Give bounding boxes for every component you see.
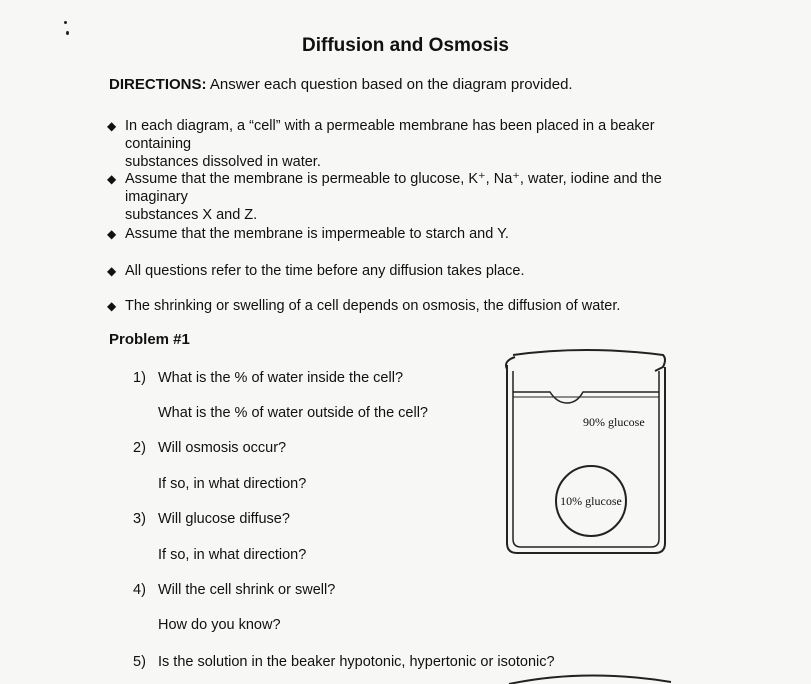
bullet-item — [107, 297, 697, 315]
question-5 — [133, 654, 555, 670]
question-text: What is the % of water inside the cell? — [158, 370, 404, 386]
diamond-bullet-icon: ◆ — [107, 119, 117, 133]
directions — [109, 76, 573, 93]
diamond-bullet-icon: ◆ — [107, 264, 117, 278]
question-3-sub: If so, in what direction? — [158, 547, 307, 563]
question-number: 1) — [133, 370, 146, 386]
bullet-item — [107, 225, 697, 243]
beaker-outer-wall — [507, 365, 665, 553]
directions-label: DIRECTIONS: — [109, 76, 207, 93]
bullet-text: substances X and Z. — [125, 207, 258, 223]
bullet-text: In each diagram, a “cell” with a permeable membrane has been placed in a beaker containing — [125, 118, 655, 152]
question-3 — [133, 511, 290, 527]
beaker-diagram — [495, 345, 675, 557]
bullet-text: Assume that the membrane is permeable to glucose, K⁺, Na⁺, water, iodine and the imaginary — [125, 171, 662, 205]
bullet-text: substances dissolved in water. — [125, 154, 321, 170]
next-beaker-rim — [505, 668, 675, 684]
problem-heading: Problem #1 — [109, 331, 190, 348]
page-title: Diffusion and Osmosis — [302, 35, 509, 56]
bullet-item — [107, 117, 697, 171]
bullet-item — [107, 262, 697, 280]
scan-speck — [64, 21, 67, 24]
diamond-bullet-icon: ◆ — [107, 172, 117, 186]
question-2 — [133, 440, 286, 456]
question-2-sub: If so, in what direction? — [158, 476, 307, 492]
question-4-sub: How do you know? — [158, 617, 281, 633]
question-4 — [133, 582, 335, 598]
diamond-bullet-icon: ◆ — [107, 227, 117, 241]
bullet-text: The shrinking or swelling of a cell depends on osmosis, the diffusion of water. — [125, 298, 621, 314]
question-1-sub: What is the % of water outside of the cell? — [158, 405, 428, 421]
question-text: Is the solution in the beaker hypotonic, hypertonic or isotonic? — [158, 654, 555, 670]
question-text: Will the cell shrink or swell? — [158, 582, 336, 598]
question-1 — [133, 370, 403, 386]
question-number: 3) — [133, 511, 146, 527]
question-number: 5) — [133, 654, 146, 670]
question-number: 4) — [133, 582, 146, 598]
cell-solution-label: 10% glucose — [560, 494, 622, 508]
bullet-text: All questions refer to the time before any diffusion takes place. — [125, 263, 525, 279]
question-number: 2) — [133, 440, 146, 456]
directions-text: Answer each question based on the diagram provided. — [209, 76, 573, 93]
question-text: Will osmosis occur? — [158, 440, 287, 456]
bullet-item — [107, 170, 697, 224]
diamond-bullet-icon: ◆ — [107, 299, 117, 313]
beaker-solution-label: 90% glucose — [583, 415, 645, 429]
beaker-rim — [513, 350, 665, 371]
question-text: Will glucose diffuse? — [158, 511, 290, 527]
bullet-text: Assume that the membrane is impermeable to starch and Y. — [125, 226, 509, 242]
